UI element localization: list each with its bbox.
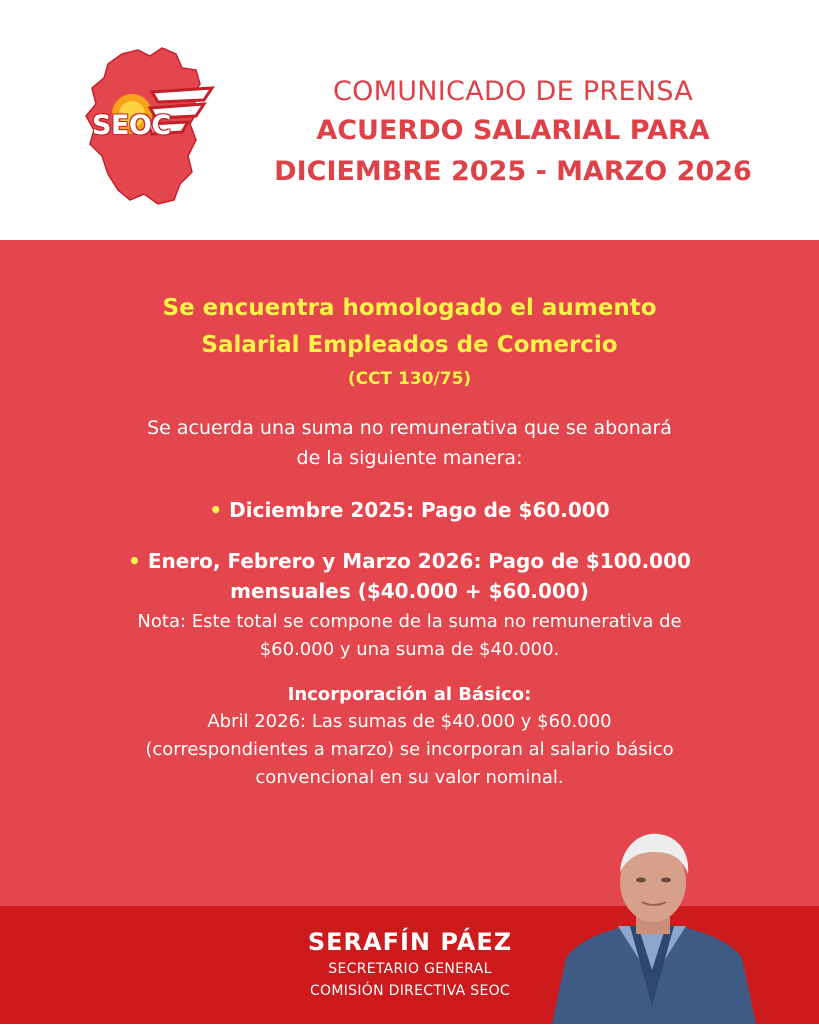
- bullet-dot-icon: •: [128, 549, 141, 573]
- headline-title-line2: DICIEMBRE 2025 - MARZO 2026: [274, 156, 752, 187]
- seoc-logo: [78, 44, 218, 209]
- bullet-diciembre: [0, 495, 819, 525]
- headline-title-line1: ACUERDO SALARIAL PARA: [316, 115, 710, 146]
- bullet-enero-marzo-line2: mensuales ($40.000 + $60.000): [230, 579, 589, 603]
- logo-text: SEOC: [92, 110, 171, 141]
- header-titles: [228, 74, 798, 192]
- signature-block: [280, 926, 540, 1002]
- note-line2: $60.000 y una suma de $40.000.: [259, 639, 560, 660]
- headline-line1: Se encuentra homologado el aumento: [162, 295, 657, 321]
- signer-role: SECRETARIO GENERAL: [328, 961, 492, 977]
- note-line1: Nota: Este total se compone de la suma no remunerativa de: [137, 611, 682, 632]
- incorporacion-line1: Abril 2026: Las sumas de $40.000 y $60.000: [207, 711, 612, 732]
- signer-organization: COMISIÓN DIRECTIVA SEOC: [309, 983, 511, 999]
- intro-line1: Se acuerda una suma no remunerativa que se abonará: [147, 417, 672, 439]
- intro-line2: de la siguiente manera:: [296, 447, 523, 469]
- press-release-label: COMUNICADO DE PRENSA: [332, 76, 694, 107]
- bullet-enero-marzo: [0, 546, 819, 576]
- incorporacion-title: Incorporación al Básico:: [287, 684, 532, 705]
- incorporacion-line3: convencional en su valor nominal.: [255, 767, 564, 788]
- header: [0, 0, 819, 240]
- incorporacion-line2: (correspondientes a marzo) se incorporan al salario básico: [145, 739, 674, 760]
- bullet-enero-marzo-text: Enero, Febrero y Marzo 2026: Pago de $100.000: [147, 549, 691, 573]
- headline-line2: Salarial Empleados de Comercio: [201, 332, 618, 358]
- bullet-dot-icon: •: [209, 498, 223, 522]
- cct-label: (CCT 130/75): [347, 369, 472, 389]
- portrait-figure: [548, 830, 758, 1024]
- portrait-photo: [548, 830, 758, 1024]
- signer-name: SERAFÍN PÁEZ: [307, 928, 513, 956]
- bullet-diciembre-text: Diciembre 2025: Pago de $60.000: [229, 498, 610, 522]
